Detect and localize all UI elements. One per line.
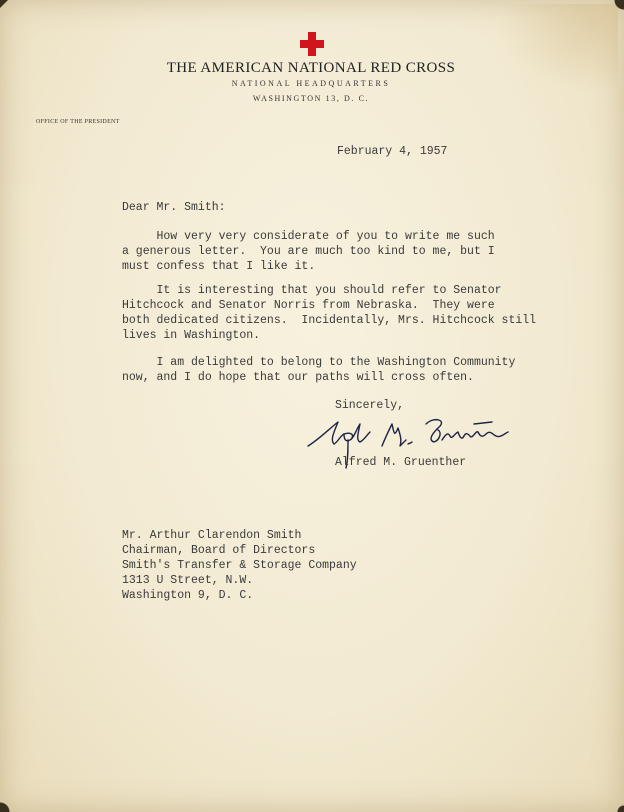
headquarters-label: NATIONAL HEADQUARTERS (231, 79, 391, 88)
recipient-address: Mr. Arthur Clarendon Smith Chairman, Board of Directors Smith's Transfer & Storage Company 1313 U Street, N.W. Washington 9, D. C. (122, 529, 357, 602)
page-corner (614, 802, 624, 812)
cross-horizontal-bar (300, 40, 324, 48)
headquarters-city: WASHINGTON 13, D. C. (252, 94, 370, 103)
signer-name: Alfred M. Gruenther (335, 456, 467, 469)
paper-stain (498, 4, 618, 94)
body-paragraph-3: I am delighted to belong to the Washington Community now, and I do hope that our paths will cross often. (122, 356, 516, 384)
closing: Sincerely, (335, 399, 405, 412)
page-corner (0, 798, 14, 812)
salutation: Dear Mr. Smith: (122, 201, 226, 214)
letter-date: February 4, 1957 (337, 145, 448, 158)
organization-name: THE AMERICAN NATIONAL RED CROSS (166, 60, 456, 76)
body-paragraph-2: It is interesting that you should refer to Senator Hitchcock and Senator Norris from Nebraska. They were both dedicated citizens. Incidentally, Mrs. Hitchcock still lives in Washington. (122, 284, 537, 342)
page-corner (610, 0, 624, 14)
page-corner (0, 0, 8, 8)
office-label: OFFICE OF THE PRESIDENT (36, 119, 120, 125)
red-cross-emblem-icon (300, 32, 324, 56)
body-paragraph-1: How very very considerate of you to write me such a generous letter. You are much too kind to me, but I must confess that I like it. (122, 230, 495, 273)
